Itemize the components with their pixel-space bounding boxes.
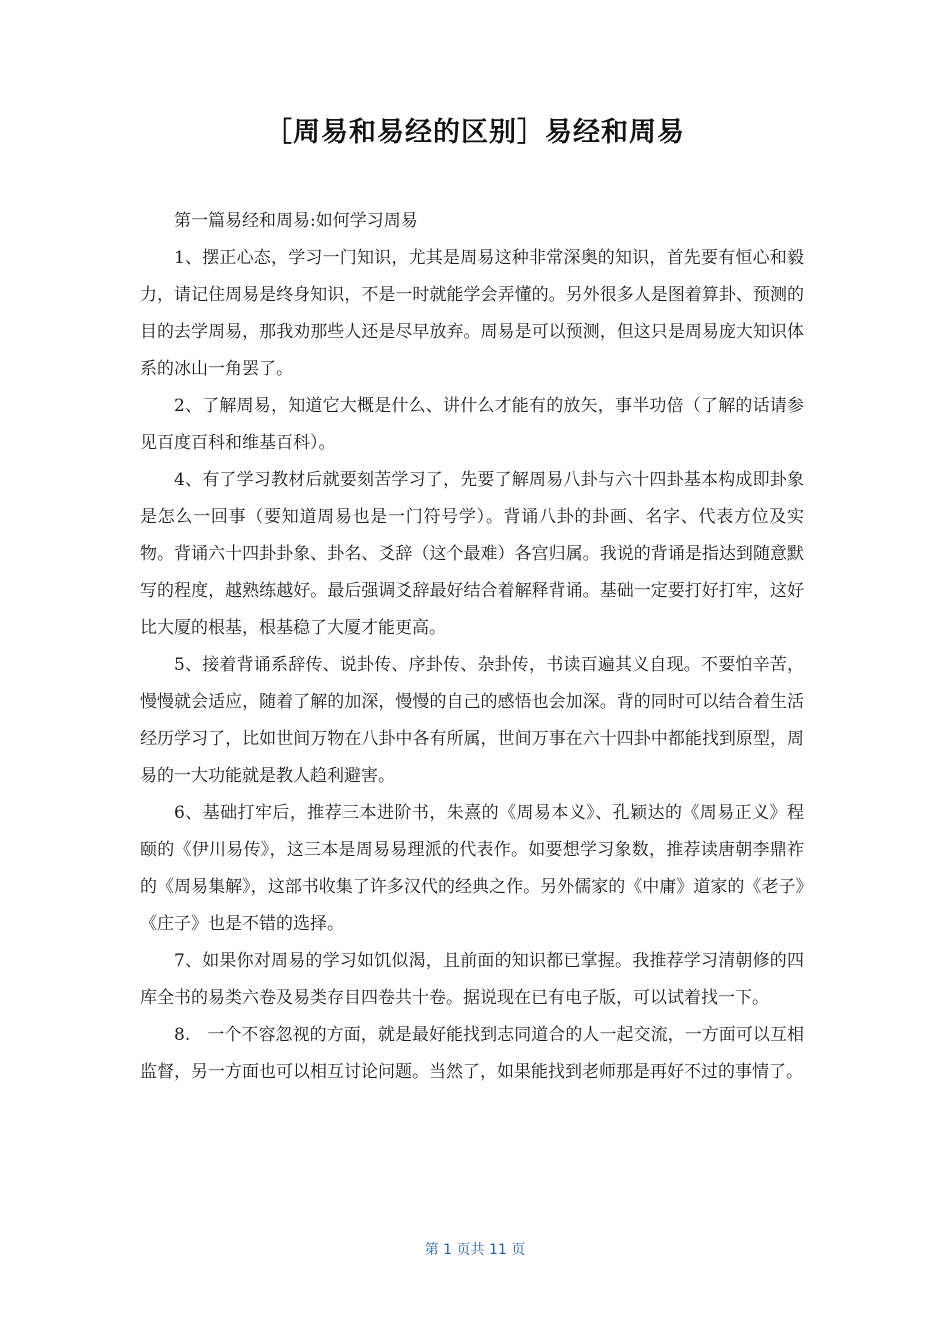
section-heading: 第一篇易经和周易:如何学习周易 — [174, 211, 418, 231]
paragraph-6: 6、基础打牢后，推荐三本进阶书，朱熹的《周易本义》、孔颖达的《周易正义》程颐的《伊川易传》，这三本是周易易理派的代表作。如要想学习象数，推荐读唐朝李鼎祚的《周易集解》，这部书收集了许多汉代的经典之作。另外儒家的《中庸》道家的《老子》《庄子》也是不错的选择。 — [140, 803, 804, 934]
paragraph-5: 5、接着背诵系辞传、说卦传、序卦传、杂卦传，书读百遍其义自现。不要怕辛苦，慢慢就会适应，随着了解的加深，慢慢的自己的感悟也会加深。背的同时可以结合着生活经历学习了，比如世间万物在八卦中各有所属，世间万事在六十四卦中都能找到原型，周易的一大功能就是教人趋利避害。 — [140, 655, 804, 786]
paragraph-4: 4、有了学习教材后就要刻苦学习了，先要了解周易八卦与六十四卦基本构成即卦象是怎么一回事（要知道周易也是一门符号学）。背诵八卦的卦画、名字、代表方位及实物。背诵六十四卦卦象、卦名、爻辞（这个最难）各宫归属。我说的背诵是指达到随意默写的程度，越熟练越好。最后强调爻辞最好结合着解释背诵。基础一定要打好打牢，这好比大厦的根基，根基稳了大厦才能更高。 — [140, 470, 804, 638]
paragraph-7: 7、如果你对周易的学习如饥似渴，且前面的知识都已掌握。我推荐学习清朝修的四库全书的易类六卷及易类存目四卷共十卷。据说现在已有电子版，可以试着找一下。 — [140, 951, 804, 1008]
document-title: ［周易和易经的区别］易经和周易 — [265, 117, 685, 148]
page-footer: 第 1 页共 11 页 — [424, 1242, 526, 1258]
paragraph-8: 8. 一个不容忽视的方面，就是最好能找到志同道合的人一起交流，一方面可以互相监督，另一方面也可以相互讨论问题。当然了，如果能找到老师那是再好不过的事情了。 — [140, 1025, 804, 1082]
paragraph-2: 2、了解周易，知道它大概是什么、讲什么才能有的放矢，事半功倍（了解的话请参见百度百科和维基百科）。 — [140, 396, 804, 453]
paragraph-1: 1、摆正心态，学习一门知识，尤其是周易这种非常深奥的知识，首先要有恒心和毅力，请记住周易是终身知识，不是一时就能学会弄懂的。另外很多人是图着算卦、预测的目的去学周易，那我劝那些人还是尽早放弃。周易是可以预测，但这只是周易庞大知识体系的冰山一角罢了。 — [140, 248, 804, 379]
document-body — [140, 203, 804, 1091]
